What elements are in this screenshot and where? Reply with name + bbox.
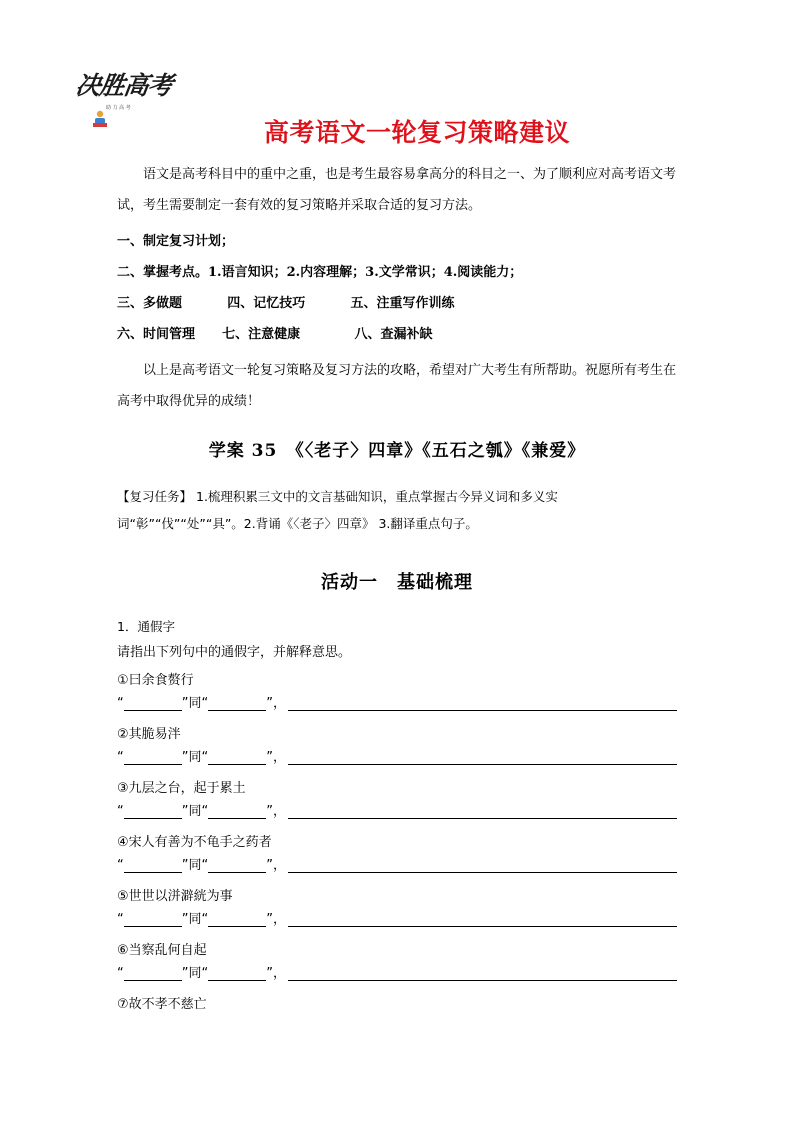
section-label: 1．通假字 bbox=[117, 619, 175, 634]
open-quote: “ bbox=[117, 750, 124, 765]
closing-paragraph bbox=[117, 355, 682, 417]
exercise-sentence: ⑦故不孝不慈亡 bbox=[117, 997, 207, 1012]
original-char-blank[interactable] bbox=[208, 696, 266, 711]
answer-row bbox=[117, 745, 677, 765]
variant-char-blank[interactable] bbox=[124, 858, 182, 873]
variant-char-blank[interactable] bbox=[124, 750, 182, 765]
meaning-blank[interactable] bbox=[288, 804, 677, 819]
open-quote: “ bbox=[117, 966, 124, 981]
close-quote: ”， bbox=[266, 750, 286, 765]
answer-row bbox=[117, 961, 677, 981]
open-quote: “ bbox=[117, 804, 124, 819]
meaning-blank[interactable] bbox=[288, 750, 677, 765]
review-task bbox=[117, 483, 683, 537]
original-char-blank[interactable] bbox=[208, 750, 266, 765]
section-instruction: 请指出下列句中的通假字，并解释意思。 bbox=[117, 645, 352, 660]
original-char-blank[interactable] bbox=[208, 804, 266, 819]
exercise-sentence: ①曰余食赘行 bbox=[117, 673, 194, 688]
meaning-blank[interactable] bbox=[288, 696, 677, 711]
answer-row bbox=[117, 853, 677, 873]
answer-row bbox=[117, 691, 677, 711]
same-as-text: ”同“ bbox=[181, 966, 209, 981]
meaning-blank[interactable] bbox=[288, 912, 677, 927]
open-quote: “ bbox=[117, 858, 124, 873]
page-title: 高考语文一轮复习策略建议 bbox=[263, 118, 570, 147]
logo-text: 决胜高考 bbox=[73, 71, 174, 100]
exercise-sentence: ③九层之台，起于累土 bbox=[117, 781, 246, 796]
meaning-blank[interactable] bbox=[288, 858, 677, 873]
logo-subtext: 助 力 高 考 bbox=[106, 105, 131, 111]
review-task-label: 【复习任务】 bbox=[117, 489, 193, 504]
strategy-line-1: 一、制定复习计划； bbox=[117, 234, 235, 249]
activity-title: 活动一 基础梳理 bbox=[321, 572, 473, 593]
strategy-line-4: 六、时间管理 七、注意健康 八、查漏补缺 bbox=[117, 327, 433, 342]
same-as-text: ”同“ bbox=[181, 804, 209, 819]
same-as-text: ”同“ bbox=[181, 858, 209, 873]
variant-char-blank[interactable] bbox=[124, 966, 182, 981]
strategy-line-2: 二、掌握考点。1.语言知识；2.内容理解；3.文学常识；4.阅读能力； bbox=[117, 265, 523, 280]
original-char-blank[interactable] bbox=[208, 966, 266, 981]
strategy-line-3: 三、多做题 四、记忆技巧 五、注重写作训练 bbox=[117, 296, 455, 311]
case-title: 学案 35 《〈老子〉四章》《五石之瓠》《兼爱》 bbox=[208, 441, 586, 461]
closing-paragraph-text: 以上是高考语文一轮复习策略及复习方法的攻略，希望对广大考生有所帮助。祝愿所有考生在高考中取得优异的成绩！ bbox=[117, 363, 677, 409]
same-as-text: ”同“ bbox=[181, 750, 209, 765]
intro-paragraph-text: 语文是高考科目中的重中之重，也是考生最容易拿高分的科目之一、为了顺利应对高考语文考试，考生需要制定一套有效的复习策略并采取合适的复习方法。 bbox=[117, 167, 677, 213]
exercise-sentence: ⑥当察乱何自起 bbox=[117, 943, 207, 958]
open-quote: “ bbox=[117, 696, 124, 711]
intro-paragraph bbox=[117, 159, 682, 221]
close-quote: ”， bbox=[266, 696, 286, 711]
variant-char-blank[interactable] bbox=[124, 696, 182, 711]
exercise-sentence: ②其脆易泮 bbox=[117, 727, 181, 742]
answer-row bbox=[117, 907, 677, 927]
variant-char-blank[interactable] bbox=[124, 912, 182, 927]
original-char-blank[interactable] bbox=[208, 858, 266, 873]
review-task-text: 1.梳理积累三文中的文言基础知识，重点掌握古今异义词和多义实词“彰”“伐”“处”“具”。2.背诵《〈老子〉四章》 3.翻译重点句子。 bbox=[117, 489, 558, 531]
exercise-sentence: ⑤世世以洴澼絖为事 bbox=[117, 889, 233, 904]
exercise-sentence: ④宋人有善为不龟手之药者 bbox=[117, 835, 272, 850]
variant-char-blank[interactable] bbox=[124, 804, 182, 819]
close-quote: ”， bbox=[266, 966, 286, 981]
close-quote: ”， bbox=[266, 804, 286, 819]
close-quote: ”， bbox=[266, 858, 286, 873]
original-char-blank[interactable] bbox=[208, 912, 266, 927]
same-as-text: ”同“ bbox=[181, 696, 209, 711]
meaning-blank[interactable] bbox=[288, 966, 677, 981]
same-as-text: ”同“ bbox=[181, 912, 209, 927]
close-quote: ”， bbox=[266, 912, 286, 927]
open-quote: “ bbox=[117, 912, 124, 927]
answer-row bbox=[117, 799, 677, 819]
